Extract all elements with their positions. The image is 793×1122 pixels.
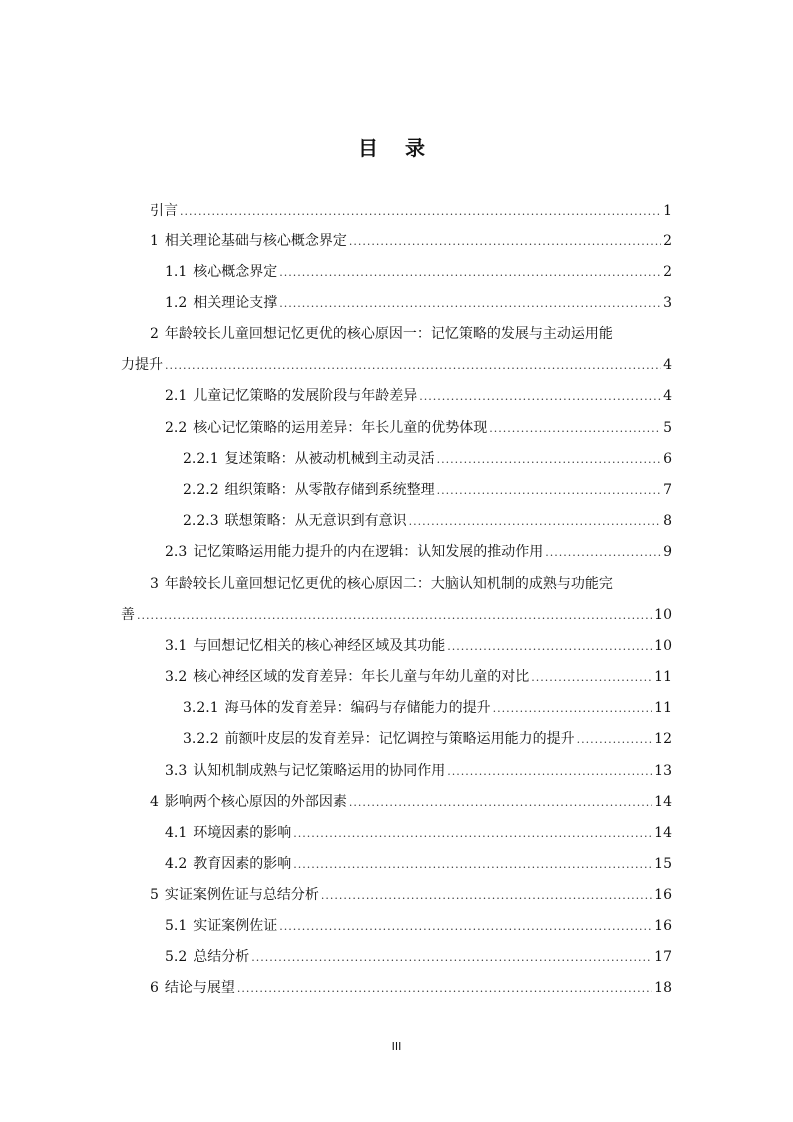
toc-entry-page: 10 xyxy=(654,638,672,654)
toc-entry[interactable] xyxy=(183,480,672,500)
toc-entry-page: 14 xyxy=(654,825,672,841)
toc-entry-label: 环境因素的影响 xyxy=(193,825,292,841)
toc-entry[interactable] xyxy=(150,201,672,221)
toc-entry-label: 记忆策略运用能力提升的内在逻辑：认知发展的推动作用 xyxy=(193,544,544,560)
toc-entry-page: 13 xyxy=(654,763,672,779)
toc-entry[interactable] xyxy=(150,231,672,251)
toc-entry[interactable] xyxy=(165,262,672,282)
toc-entry-page: 2 xyxy=(663,264,672,280)
dot-leader xyxy=(293,855,652,875)
toc-entry-page: 14 xyxy=(654,794,672,810)
toc-entry-number: 2.2 xyxy=(165,420,188,436)
toc-entry-number: 2.2.2 xyxy=(183,482,219,498)
toc-entry-number: 5.2 xyxy=(165,949,188,965)
toc-entry-first-line[interactable] xyxy=(150,324,613,344)
toc-entry[interactable] xyxy=(183,729,672,749)
dot-leader xyxy=(279,917,652,937)
toc-entry-page: 16 xyxy=(654,887,672,903)
toc-entry[interactable] xyxy=(150,792,672,812)
toc-entry[interactable] xyxy=(183,511,672,531)
toc-entry[interactable] xyxy=(165,667,672,687)
toc-entry-label: 儿童记忆策略的发展阶段与年龄差异 xyxy=(193,388,418,404)
dot-leader xyxy=(293,824,652,844)
toc-entry[interactable] xyxy=(165,854,672,874)
dot-leader xyxy=(531,668,652,688)
toc-entry-page: 16 xyxy=(654,918,672,934)
toc-entry-label: 与回想记忆相关的核心神经区域及其功能 xyxy=(193,638,446,654)
dot-leader xyxy=(137,606,652,626)
toc-entry[interactable] xyxy=(165,947,672,967)
toc-entry-label: 结论与展望 xyxy=(164,980,235,996)
toc-entry-number: 3.2.2 xyxy=(183,731,219,747)
toc-entry-page: 11 xyxy=(654,700,672,716)
toc-entry-number: 3.1 xyxy=(165,638,188,654)
toc-entry-label: 影响两个核心原因的外部因素 xyxy=(164,794,347,810)
dot-leader xyxy=(437,450,661,470)
toc-entry[interactable] xyxy=(183,698,672,718)
toc-entry-label: 实证案例佐证与总结分析 xyxy=(164,887,319,903)
dot-leader xyxy=(545,543,661,563)
dot-leader xyxy=(279,294,661,314)
page-number-footer: III xyxy=(391,1040,402,1053)
toc-entry-page: 15 xyxy=(654,856,672,872)
toc-entry-first-line[interactable] xyxy=(150,574,613,594)
toc-entry-page: 9 xyxy=(663,544,672,560)
toc-entry-label: 善 xyxy=(121,607,135,623)
dot-leader xyxy=(237,979,652,999)
dot-leader xyxy=(349,793,652,813)
toc-entry[interactable] xyxy=(165,418,672,438)
toc-entry-number: 2 xyxy=(150,326,159,342)
toc-entry-number: 4.2 xyxy=(165,856,188,872)
toc-entry-label: 总结分析 xyxy=(193,949,250,965)
toc-entry[interactable] xyxy=(165,542,672,562)
toc-entry-page: 12 xyxy=(654,731,672,747)
toc-entry-label: 教育因素的影响 xyxy=(193,856,292,872)
toc-entry-label: 实证案例佐证 xyxy=(193,918,278,934)
toc-entry-label: 联想策略：从无意识到有意识 xyxy=(224,513,407,529)
dot-leader xyxy=(447,637,652,657)
toc-entry[interactable] xyxy=(150,978,672,998)
toc-entry-page: 18 xyxy=(654,980,672,996)
dot-leader xyxy=(409,512,661,532)
toc-entry-label: 前额叶皮层的发育差异：记忆调控与策略运用能力的提升 xyxy=(224,731,575,747)
toc-entry-number: 5 xyxy=(150,887,159,903)
dot-leader xyxy=(251,948,652,968)
toc-entry-number: 2.2.3 xyxy=(183,513,219,529)
toc-entry-number: 2.2.1 xyxy=(183,451,219,467)
toc-entry-number: 2.3 xyxy=(165,544,188,560)
dot-leader xyxy=(321,886,652,906)
dot-leader xyxy=(279,263,661,283)
toc-entry-number: 4.1 xyxy=(165,825,188,841)
toc-entry-page: 8 xyxy=(663,513,672,529)
toc-entry-label: 引言 xyxy=(150,203,178,219)
toc-entry-page: 4 xyxy=(663,388,672,404)
toc-entry-number: 1.1 xyxy=(165,264,188,280)
toc-entry[interactable] xyxy=(150,885,672,905)
toc-entry-label: 相关理论支撑 xyxy=(193,295,278,311)
toc-entry-page: 2 xyxy=(663,233,672,249)
toc-entry[interactable] xyxy=(165,293,672,313)
toc-entry-number: 4 xyxy=(150,794,159,810)
toc-entry-number: 3.2.1 xyxy=(183,700,219,716)
toc-entry-label: 海马体的发育差异：编码与存储能力的提升 xyxy=(224,700,491,716)
toc-entry[interactable] xyxy=(165,823,672,843)
toc-entry-number: 3.2 xyxy=(165,669,188,685)
toc-entry-number: 3 xyxy=(150,576,159,592)
dot-leader xyxy=(577,730,653,750)
toc-entry-label: 相关理论基础与核心概念界定 xyxy=(164,233,347,249)
toc-entry-number: 1.2 xyxy=(165,295,188,311)
toc-entry-page: 7 xyxy=(663,482,672,498)
toc-entry-page: 10 xyxy=(654,607,672,623)
toc-entry-label: 核心记忆策略的运用差异：年长儿童的优势体现 xyxy=(193,420,488,436)
toc-entry-number: 1 xyxy=(150,233,159,249)
dot-leader xyxy=(489,419,661,439)
page-title: 目 录 xyxy=(358,136,435,160)
toc-entry-label: 核心神经区域的发育差异：年长儿童与年幼儿童的对比 xyxy=(193,669,530,685)
toc-entry[interactable] xyxy=(183,449,672,469)
toc-entry-label: 组织策略：从零散存储到系统整理 xyxy=(224,482,435,498)
toc-entry[interactable] xyxy=(121,605,672,625)
toc-entry-page: 3 xyxy=(663,295,672,311)
toc-entry-page: 11 xyxy=(654,669,672,685)
toc-entry-label: 核心概念界定 xyxy=(193,264,278,280)
dot-leader xyxy=(437,481,661,501)
toc-entry-label-line1: 年龄较长儿童回想记忆更优的核心原因一：记忆策略的发展与主动运用能 xyxy=(164,326,613,342)
toc-entry-page: 5 xyxy=(663,420,672,436)
toc-entry-label: 认知机制成熟与记忆策略运用的协同作用 xyxy=(193,763,446,779)
toc-entry-number: 6 xyxy=(150,980,159,996)
toc-entry[interactable] xyxy=(165,386,672,406)
toc-entry[interactable] xyxy=(165,761,672,781)
dot-leader xyxy=(419,387,661,407)
toc-entry-label: 复述策略：从被动机械到主动灵活 xyxy=(224,451,435,467)
toc-entry[interactable] xyxy=(165,916,672,936)
toc-entry-label-line1: 年龄较长儿童回想记忆更优的核心原因二：大脑认知机制的成熟与功能完 xyxy=(164,576,613,592)
toc-entry-number: 3.3 xyxy=(165,763,188,779)
toc-entry-label: 力提升 xyxy=(121,357,163,373)
dot-leader xyxy=(349,232,661,252)
toc-entry-page: 6 xyxy=(663,451,672,467)
dot-leader xyxy=(165,356,661,376)
toc-entry-page: 17 xyxy=(654,949,672,965)
dot-leader xyxy=(180,202,661,222)
toc-entry-number: 2.1 xyxy=(165,388,188,404)
toc-entry-number: 5.1 xyxy=(165,918,188,934)
toc-entry-page: 4 xyxy=(663,357,672,373)
dot-leader xyxy=(493,699,653,719)
toc-entry[interactable] xyxy=(165,636,672,656)
toc-entry[interactable] xyxy=(121,355,672,375)
toc-entry-page: 1 xyxy=(663,203,672,219)
dot-leader xyxy=(447,762,652,782)
